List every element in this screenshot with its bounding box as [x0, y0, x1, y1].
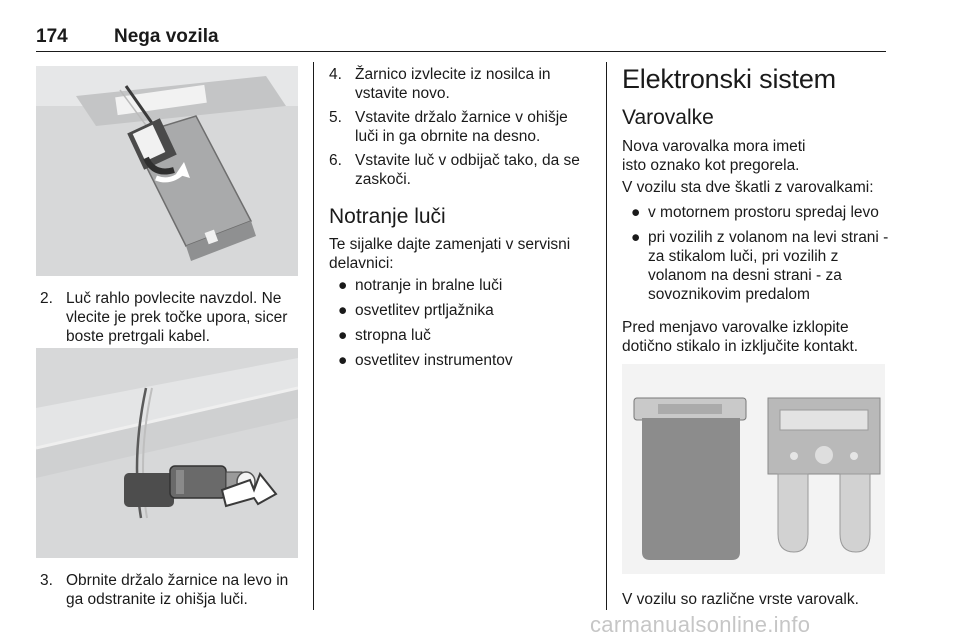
electronic-system-heading: Elektronski sistem	[622, 64, 836, 94]
interior-lights-intro: Te sijalke dajte zamenjati v servisni delavnici:	[329, 236, 571, 272]
bullet-icon: ●	[631, 229, 641, 246]
fuse-types-image	[622, 364, 885, 574]
step-5	[329, 108, 594, 146]
fuses-para-1: Nova varovalka mora imeti isto oznako kot pregorela.	[622, 138, 806, 174]
fuse-types-illustration	[622, 364, 885, 574]
bulb-holder-illustration	[36, 348, 298, 558]
list-item: ● notranje in bralne luči	[338, 277, 503, 294]
step-3	[40, 571, 298, 609]
list-item: ● v motornem prostoru spredaj levo	[631, 204, 879, 221]
page-number: 174	[36, 26, 68, 47]
step-6	[329, 151, 594, 189]
column-divider-1	[313, 62, 314, 610]
bullet-icon: ●	[338, 302, 348, 319]
fuses-heading: Varovalke	[622, 106, 714, 129]
bulb-holder-photo	[36, 348, 298, 558]
page-header	[36, 22, 886, 52]
step-text: Luč rahlo povlecite navzdol. Ne vlecite je prek točke upora, sicer boste pretrgali kabel.	[66, 290, 288, 345]
step-text: Obrnite držalo žarnice na levo in ga odstranite iz ohišja luči.	[66, 572, 289, 608]
fuses-para-3: Pred menjavo varovalke izklopite dotično stikalo in izključite kontakt.	[622, 319, 859, 355]
column-divider-2	[606, 62, 607, 610]
bullet-icon: ●	[338, 352, 348, 369]
step-number: 4.	[329, 66, 342, 83]
step-2	[40, 289, 298, 346]
step-number: 3.	[40, 572, 53, 589]
lamp-removal-photo	[36, 66, 298, 276]
list-item: ● osvetlitev prtljažnika	[338, 302, 494, 319]
list-item: ● pri vozilih z volanom na levi strani - za stikalom luči, pri vozilih z volanom na desni strani - za sovoznikovim predalom	[631, 229, 889, 303]
step-text: Vstavite luč v odbijač tako, da se zaskoči.	[355, 152, 580, 188]
step-number: 2.	[40, 290, 53, 307]
chapter-title: Nega vozila	[114, 26, 219, 47]
bullet-icon: ●	[631, 204, 641, 221]
step-4	[329, 65, 594, 103]
watermark: carmanualsonline.info	[590, 612, 811, 637]
list-item: ● osvetlitev instrumentov	[338, 352, 513, 369]
list-item: ● stropna luč	[338, 327, 431, 344]
bullet-icon: ●	[338, 327, 348, 344]
step-text: Vstavite držalo žarnice v ohišje luči in ga obrnite na desno.	[355, 109, 568, 145]
bullet-icon: ●	[338, 277, 348, 294]
fuse-box-list	[622, 203, 892, 310]
fuse-types-caption: V vozilu so različne vrste varovalk.	[622, 591, 859, 608]
fuses-para-2: V vozilu sta dve škatli z varovalkami:	[622, 179, 874, 196]
step-number: 5.	[329, 109, 342, 126]
step-number: 6.	[329, 152, 342, 169]
lamp-removal-illustration	[36, 66, 298, 276]
interior-lights-heading: Notranje luči	[329, 205, 446, 228]
interior-lights-list	[329, 276, 591, 376]
step-text: Žarnico izvlecite iz nosilca in vstavite novo.	[355, 66, 551, 102]
